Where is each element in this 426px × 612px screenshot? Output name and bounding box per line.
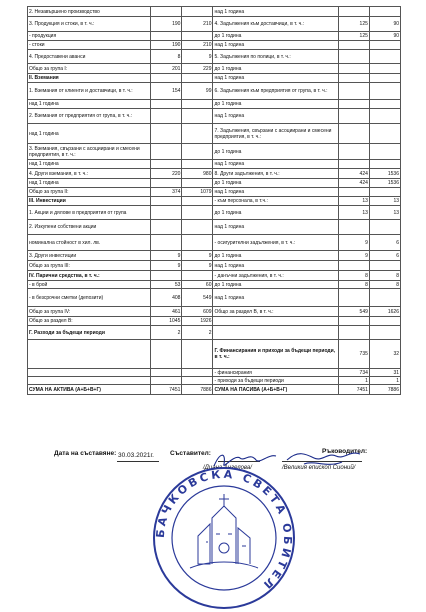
table-row <box>28 317 401 326</box>
asset-current-year <box>182 340 213 369</box>
liability-previous-year: 549 <box>338 307 369 317</box>
table-row <box>28 109 401 124</box>
liability-current-year <box>369 100 400 109</box>
asset-current-year <box>182 144 213 160</box>
date-underline <box>117 461 159 462</box>
liability-previous-year <box>338 326 369 340</box>
asset-current-year <box>182 124 213 144</box>
asset-current-year: 9 <box>182 261 213 271</box>
asset-previous-year <box>151 144 182 160</box>
asset-label <box>28 369 151 377</box>
financing-item-previous-year: 1 <box>338 377 369 385</box>
asset-current-year: 60 <box>182 281 213 289</box>
liability-previous-year <box>338 83 369 100</box>
table-row <box>28 369 401 377</box>
asset-label: Общо за раздел В: <box>28 317 151 326</box>
table-row <box>28 261 401 271</box>
liability-previous-year: 8 <box>338 271 369 281</box>
asset-current-year <box>182 235 213 251</box>
liability-current-year <box>369 261 400 271</box>
asset-current-year: 1926 <box>182 317 213 326</box>
liability-previous-year <box>338 289 369 307</box>
asset-previous-year <box>151 206 182 220</box>
date-label: Дата на съставяне: <box>54 450 117 457</box>
liability-current-year: 1626 <box>369 307 400 317</box>
asset-previous-year: 9 <box>151 261 182 271</box>
date-value: 30.03.2021г. <box>118 452 154 459</box>
table-row <box>28 32 401 41</box>
liability-label: 7. Задължения, свързани с асоциирани и смесени предприятия, в т. ч.: <box>213 124 338 144</box>
liability-previous-year <box>338 50 369 64</box>
asset-previous-year: 190 <box>151 17 182 32</box>
asset-label: - стоки <box>28 41 151 50</box>
liability-current-year <box>369 7 400 17</box>
asset-previous-year <box>151 32 182 41</box>
asset-label: - в брой <box>28 281 151 289</box>
asset-current-year <box>182 377 213 385</box>
asset-previous-year <box>151 179 182 188</box>
asset-label: II. Вземания <box>28 74 151 83</box>
table-row <box>28 100 401 109</box>
asset-previous-year <box>151 197 182 206</box>
asset-previous-year: 201 <box>151 64 182 74</box>
liability-label <box>213 317 338 326</box>
table-row <box>28 50 401 64</box>
table-row <box>28 307 401 317</box>
liability-label: - осигурителни задължения, в т. ч.: <box>213 235 338 251</box>
asset-label: 3. Вземания, свързани с асоциирани и смесени предприятия, в т. ч.: <box>28 144 151 160</box>
liability-label: - данъчни задължения, в т. ч.: <box>213 271 338 281</box>
liability-previous-year <box>338 64 369 74</box>
financing-item-previous-year: 734 <box>338 369 369 377</box>
asset-previous-year <box>151 7 182 17</box>
financing-current-year: 32 <box>369 340 400 369</box>
asset-previous-year: 9 <box>151 251 182 261</box>
asset-current-year <box>182 179 213 188</box>
asset-label: 4. Предоставени аванси <box>28 50 151 64</box>
table-row <box>28 206 401 220</box>
asset-current-year: 549 <box>182 289 213 307</box>
liability-current-year <box>369 83 400 100</box>
asset-label: над 1 година <box>28 100 151 109</box>
liability-previous-year: 125 <box>338 17 369 32</box>
seal-text: БАЧКОВСКА СВЕТА ОБИТЕЛ <box>153 467 295 594</box>
table-row <box>28 74 401 83</box>
liability-previous-year <box>338 124 369 144</box>
manager-label: Ръководител: <box>322 448 368 455</box>
liability-label: - към персонала, в т.ч.: <box>213 197 338 206</box>
liability-previous-year <box>338 220 369 235</box>
liability-label: над 1 година <box>213 160 338 169</box>
asset-label: IV. Парични средства, в т. ч.: <box>28 271 151 281</box>
table-row <box>28 83 401 100</box>
liability-current-year: 6 <box>369 251 400 261</box>
financing-section-title: Г. Финансирания и приходи за бъдещи периоди, в т. ч.: <box>213 340 338 369</box>
liability-current-year <box>369 50 400 64</box>
liability-label: над 1 година <box>213 220 338 235</box>
asset-current-year: 99 <box>182 83 213 100</box>
table-row <box>28 179 401 188</box>
liability-current-year <box>369 220 400 235</box>
asset-previous-year: 1045 <box>151 317 182 326</box>
asset-current-year: 210 <box>182 17 213 32</box>
liability-previous-year <box>338 41 369 50</box>
liability-current-year: 13 <box>369 206 400 220</box>
financing-item-label: - финансирания <box>213 369 338 377</box>
monastery-seal <box>150 464 298 612</box>
asset-label: Г. Разходи за бъдещи периоди <box>28 326 151 340</box>
liability-current-year <box>369 74 400 83</box>
liability-previous-year <box>338 74 369 83</box>
asset-current-year <box>182 74 213 83</box>
liability-previous-year: 424 <box>338 169 369 179</box>
total-liabilities-label: СУМА НА ПАСИВА (А+Б+В+Г) <box>213 385 338 395</box>
asset-label: над 1 година <box>28 179 151 188</box>
liability-label: до 1 година <box>213 179 338 188</box>
asset-previous-year: 8 <box>151 50 182 64</box>
liability-label: 8. Други задължения, в т. ч.: <box>213 169 338 179</box>
asset-previous-year <box>151 369 182 377</box>
liability-label: над 1 година <box>213 188 338 197</box>
asset-previous-year: 220 <box>151 169 182 179</box>
liability-previous-year <box>338 7 369 17</box>
asset-label: 1. Вземания от клиенти и доставчици, в т. ч.: <box>28 83 151 100</box>
asset-previous-year <box>151 109 182 124</box>
asset-previous-year <box>151 377 182 385</box>
asset-current-year: 9 <box>182 251 213 261</box>
asset-label: Общо за група IV: <box>28 307 151 317</box>
liability-previous-year <box>338 188 369 197</box>
liability-current-year: 90 <box>369 32 400 41</box>
asset-label <box>28 377 151 385</box>
financing-item-label: - приходи за бъдещи периоди <box>213 377 338 385</box>
table-row <box>28 7 401 17</box>
asset-current-year <box>182 271 213 281</box>
asset-label: над 1 година <box>28 160 151 169</box>
liability-current-year: 8 <box>369 271 400 281</box>
liability-label: Общо за раздел В, в т. ч.: <box>213 307 338 317</box>
liability-previous-year <box>338 109 369 124</box>
balance-table <box>27 6 401 395</box>
table-row <box>28 188 401 197</box>
liability-current-year <box>369 144 400 160</box>
asset-previous-year: 2 <box>151 326 182 340</box>
liability-label: до 1 година <box>213 64 338 74</box>
asset-label: Общо за група II: <box>28 188 151 197</box>
asset-current-year: 229 <box>182 64 213 74</box>
liability-current-year: 13 <box>369 197 400 206</box>
asset-previous-year: 374 <box>151 188 182 197</box>
liability-previous-year: 9 <box>338 235 369 251</box>
asset-current-year <box>182 369 213 377</box>
asset-label: 3. Продукция и стоки, в т. ч.: <box>28 17 151 32</box>
liability-current-year: 1536 <box>369 179 400 188</box>
liability-previous-year <box>338 261 369 271</box>
liability-current-year: 90 <box>369 17 400 32</box>
asset-previous-year <box>151 124 182 144</box>
liability-label: до 1 година <box>213 100 338 109</box>
asset-current-year <box>182 160 213 169</box>
liability-previous-year: 125 <box>338 32 369 41</box>
total-liabilities-previous-year: 7451 <box>338 385 369 395</box>
liability-previous-year: 13 <box>338 197 369 206</box>
asset-previous-year <box>151 235 182 251</box>
asset-current-year <box>182 206 213 220</box>
liability-previous-year <box>338 144 369 160</box>
liability-label: 6. Задължения към предприятия от група, в т. ч.: <box>213 83 338 100</box>
asset-current-year <box>182 197 213 206</box>
asset-previous-year <box>151 271 182 281</box>
liability-label: 5. Задължения по полици, в т. ч.: <box>213 50 338 64</box>
table-row <box>28 235 401 251</box>
liability-current-year <box>369 317 400 326</box>
liability-label: до 1 година <box>213 144 338 160</box>
liability-current-year <box>369 64 400 74</box>
asset-label: Общо за група III: <box>28 261 151 271</box>
liability-current-year <box>369 289 400 307</box>
liability-previous-year <box>338 160 369 169</box>
liability-previous-year <box>338 317 369 326</box>
table-row <box>28 144 401 160</box>
asset-label: номинална стойност в хил. лв. <box>28 235 151 251</box>
asset-current-year: 609 <box>182 307 213 317</box>
liability-label: до 1 година <box>213 32 338 41</box>
asset-previous-year <box>151 340 182 369</box>
asset-current-year: 980 <box>182 169 213 179</box>
asset-label: - продукция <box>28 32 151 41</box>
table-row <box>28 64 401 74</box>
table-row <box>28 340 401 369</box>
asset-previous-year <box>151 100 182 109</box>
financing-item-current-year: 31 <box>369 369 400 377</box>
asset-current-year: 9 <box>182 50 213 64</box>
liability-previous-year: 13 <box>338 206 369 220</box>
liability-label: над 1 година <box>213 74 338 83</box>
table-row <box>28 220 401 235</box>
table-row <box>28 41 401 50</box>
balance-rows <box>28 7 401 395</box>
liability-label <box>213 326 338 340</box>
total-assets-label: СУМА НА АКТИВА (А+Б+В+Г) <box>28 385 151 395</box>
asset-current-year <box>182 220 213 235</box>
asset-current-year <box>182 100 213 109</box>
liability-current-year <box>369 109 400 124</box>
table-row <box>28 160 401 169</box>
liability-current-year: 6 <box>369 235 400 251</box>
liability-current-year <box>369 160 400 169</box>
total-liabilities-current-year: 7886 <box>369 385 400 395</box>
liability-label: до 1 година <box>213 281 338 289</box>
asset-previous-year <box>151 160 182 169</box>
asset-label: над 1 година <box>28 124 151 144</box>
composer-label: Съставител: <box>170 450 211 457</box>
table-row <box>28 377 401 385</box>
financing-previous-year: 735 <box>338 340 369 369</box>
table-row <box>28 124 401 144</box>
asset-previous-year <box>151 74 182 83</box>
asset-label: 4. Други вземания, в т. ч.: <box>28 169 151 179</box>
table-row <box>28 281 401 289</box>
asset-current-year: 2 <box>182 326 213 340</box>
liability-label: над 1 година <box>213 261 338 271</box>
liability-label: до 1 година <box>213 206 338 220</box>
table-row <box>28 197 401 206</box>
table-row <box>28 326 401 340</box>
table-row <box>28 17 401 32</box>
liability-previous-year <box>338 100 369 109</box>
asset-current-year: 1079 <box>182 188 213 197</box>
table-row <box>28 289 401 307</box>
table-row <box>28 271 401 281</box>
asset-label <box>28 340 151 369</box>
liability-label: над 1 година <box>213 7 338 17</box>
asset-current-year: 210 <box>182 41 213 50</box>
liability-current-year: 1536 <box>369 169 400 179</box>
signature-footer <box>0 448 426 600</box>
liability-current-year <box>369 188 400 197</box>
asset-label: 3. Други инвестиции <box>28 251 151 261</box>
liability-label: до 1 година <box>213 251 338 261</box>
asset-previous-year <box>151 220 182 235</box>
liability-label: 4. Задължения към доставчици, в т. ч.: <box>213 17 338 32</box>
liability-current-year <box>369 41 400 50</box>
balance-sheet <box>27 6 401 395</box>
financing-item-current-year: 1 <box>369 377 400 385</box>
liability-previous-year: 9 <box>338 251 369 261</box>
asset-previous-year: 408 <box>151 289 182 307</box>
asset-label: - в безсрочни сметки (депозити) <box>28 289 151 307</box>
liability-label: над 1 година <box>213 109 338 124</box>
asset-current-year <box>182 109 213 124</box>
liability-label: над 1 година <box>213 41 338 50</box>
asset-current-year <box>182 7 213 17</box>
asset-previous-year: 461 <box>151 307 182 317</box>
asset-previous-year: 190 <box>151 41 182 50</box>
total-assets-current-year: 7886 <box>182 385 213 395</box>
asset-label: 2. Незавършено производство <box>28 7 151 17</box>
asset-label: 1. Акции и дялове в предприятия от група <box>28 206 151 220</box>
asset-current-year <box>182 32 213 41</box>
table-row <box>28 251 401 261</box>
asset-label: 2. Изкупени собствени акции <box>28 220 151 235</box>
asset-previous-year: 154 <box>151 83 182 100</box>
totals-row <box>28 385 401 395</box>
liability-current-year: 8 <box>369 281 400 289</box>
asset-label: Общо за група I: <box>28 64 151 74</box>
composer-name: /Диана Ангелова/ <box>203 465 252 471</box>
total-assets-previous-year: 7451 <box>151 385 182 395</box>
liability-previous-year: 8 <box>338 281 369 289</box>
asset-previous-year: 53 <box>151 281 182 289</box>
asset-label: III. Инвестиции <box>28 197 151 206</box>
liability-label: над 1 година <box>213 289 338 307</box>
asset-label: 2. Вземания от предприятия от група, в т. ч.: <box>28 109 151 124</box>
liability-previous-year: 424 <box>338 179 369 188</box>
table-row <box>28 169 401 179</box>
liability-current-year <box>369 326 400 340</box>
manager-name: /Великия епископ Сионий/ <box>282 465 356 471</box>
liability-current-year <box>369 124 400 144</box>
